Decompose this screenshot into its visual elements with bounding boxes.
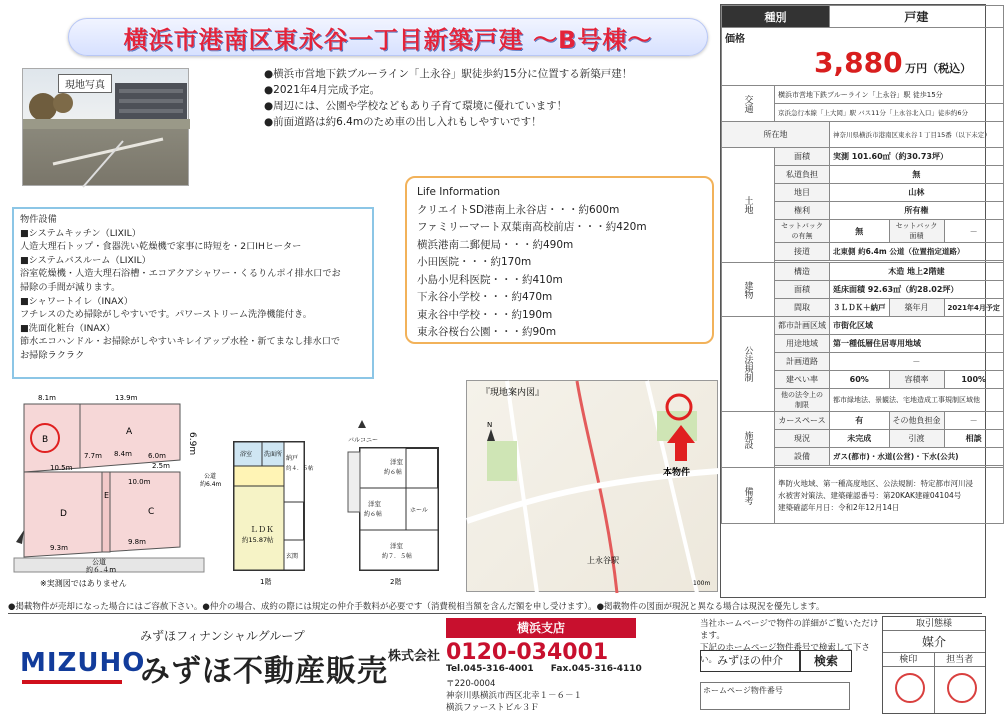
- floor-plan-drawing: [200, 420, 460, 590]
- floor2-label: 2階: [390, 578, 402, 586]
- plan-label: 都市計画区域: [775, 317, 830, 335]
- life-item: 小島小児科医院・・・約410m: [417, 273, 563, 286]
- remarks-label: 備考: [722, 468, 775, 524]
- other-fee-label: その他負担金: [889, 412, 944, 430]
- lot-label: E: [104, 491, 110, 500]
- traffic-line-1: 横浜市営地下鉄ブルーライン「上永谷」駅 徒歩15分: [775, 86, 1004, 104]
- room3-size: 約７．５帖: [382, 553, 413, 560]
- public-label: 公法規制: [722, 317, 775, 412]
- lot-dim: 9.8m: [128, 538, 146, 546]
- lot-note: ※実測図ではありません: [40, 579, 127, 588]
- status-label: 現況: [775, 430, 830, 448]
- tx-value: 媒介: [883, 631, 985, 653]
- handover-label: 引渡: [889, 430, 944, 448]
- bath-label: 浴室: [240, 451, 253, 458]
- facility-label: 施設: [722, 412, 775, 468]
- wash-label: 洗面所: [264, 451, 283, 458]
- transaction-box: [882, 616, 986, 714]
- other-fee-value: －: [944, 412, 1003, 430]
- setback-area-label: セットバック面積: [889, 220, 944, 243]
- notice-text: ●掲載物件が売却になった場合にはご容赦下さい。●仲介の場合、成約の際には規定の仲介手数料が必要です（消費税相当額を含んだ額を申し受けます）。●掲載物件の図面が現況と異なる場合は現況を優先します。: [8, 602, 825, 612]
- zoning-value: 第一種低層住居専用地域: [830, 335, 1004, 353]
- lot-label: D: [60, 509, 67, 519]
- coverage-label: 建ぺい率: [775, 371, 830, 389]
- branch-address: [446, 678, 582, 714]
- equipment-line: 浴室乾燥機・人造大理石浴槽・エコアクアシャワー・くるりんポイ排水口でお: [20, 268, 341, 280]
- location-value: 神奈川県横浜市港南区東永谷１丁目15番（以下未定）: [830, 122, 1004, 148]
- lot-road-width: 約６.４m: [86, 566, 117, 574]
- equipment-heading: 物件設備: [20, 214, 57, 225]
- life-item: 下永谷小学校・・・約470m: [417, 291, 553, 303]
- status-value: 未完成: [830, 430, 890, 448]
- price-unit: 万円（税込）: [905, 62, 972, 75]
- svg-text:N: N: [487, 421, 493, 429]
- equipment-line: 節水エコハンドル・お掃除がしやすいキレイアップ水栓・新てまなし排水口で: [20, 336, 341, 348]
- lot-dim: 10.5m: [50, 464, 73, 472]
- lot-dim: 10.0m: [128, 478, 151, 486]
- lot-label: B: [42, 435, 49, 445]
- tx-label: 取引態様: [883, 617, 985, 631]
- setback-area-value: －: [944, 220, 1003, 243]
- north-arrow-icon: [16, 530, 24, 544]
- map-station: 上永谷駅: [587, 556, 619, 565]
- company-name: みずほ不動産販売: [140, 654, 388, 689]
- lot-dim: 8.1m: [38, 394, 56, 402]
- equipment-line: ■システムバスルーム（LIXIL）: [20, 254, 151, 266]
- staff-label: 担当者: [946, 655, 974, 665]
- room1-size: 約６帖: [384, 469, 403, 476]
- room3-label: 洋室: [390, 542, 403, 550]
- life-item: クリエイトSD港南上永谷店・・・約600m: [417, 203, 620, 216]
- web-note-line: 下記のホームページ物件番号で検索して下さい。: [700, 643, 870, 665]
- spec-table: [720, 4, 1000, 598]
- address-line: 神奈川県横浜市西区北幸１－６－１: [446, 691, 583, 701]
- equipment-line: ■システムキッチン（LIXIL）: [20, 227, 141, 239]
- equipment-line: 掃除の手間が減ります。: [20, 281, 121, 293]
- floor1-label: 1階: [260, 578, 272, 586]
- built-label: 築年月: [889, 299, 944, 317]
- lot-dim: 6.0m: [148, 452, 166, 460]
- floor-plans: [200, 420, 460, 590]
- layout-value: ３ＬＤＫ＋納戸: [830, 299, 890, 317]
- kind-value: 戸建: [830, 6, 1004, 28]
- lot-dim: 13.9m: [115, 394, 138, 402]
- equipment-line: ■洗面化粧台（INAX）: [20, 322, 116, 334]
- equipment-label: 設備: [775, 448, 830, 466]
- layout-label: 間取: [775, 299, 830, 317]
- hall-label: ホール: [410, 507, 428, 514]
- footer-divider: [8, 613, 982, 614]
- lot-road-label: 公道: [92, 558, 106, 566]
- lot-label: A: [126, 427, 133, 437]
- room2-size: 約６帖: [364, 511, 383, 518]
- page-number-box: [700, 682, 850, 710]
- company-suffix: 株式会社: [388, 649, 441, 664]
- location-map: [466, 380, 718, 592]
- traffic-label: 交通: [722, 86, 775, 122]
- life-item: 東永谷桜台公園・・・約90m: [417, 326, 557, 338]
- lot-plan-drawing: [10, 392, 210, 592]
- building-line: 横浜ファーストビル３Ｆ: [446, 703, 539, 713]
- map-drawing: [467, 381, 719, 593]
- setback-label: セットバックの有無: [775, 220, 830, 243]
- far-value: 100%: [944, 371, 1003, 389]
- right-label: 権利: [775, 202, 830, 220]
- web-note-line: 当社ホームページで物件の詳細がご覧いただけます。: [700, 619, 879, 641]
- life-heading: Life Information: [417, 186, 501, 198]
- life-item: 横浜港南二郵便局・・・約490m: [417, 238, 574, 251]
- equipment-line: お掃除ラクラク: [20, 349, 85, 361]
- group-name: みずほフィナンシャルグループ: [140, 629, 305, 643]
- land-label: 土地: [722, 148, 775, 263]
- map-scale: 100m: [693, 580, 711, 587]
- right-value: 所有権: [830, 202, 1004, 220]
- equipment-box: [12, 207, 374, 379]
- highlight-item: ●横浜市営地下鉄ブルーライン「上永谷」駅徒歩約15分に位置する新築戸建！: [264, 68, 633, 80]
- remarks-line: 建築確認年月日：令和2年12月14日: [778, 502, 900, 512]
- map-heading: 『現地案内図』: [481, 388, 545, 398]
- approval-stamp: [895, 673, 925, 703]
- private-road-value: 無: [830, 166, 1004, 184]
- highlights: [264, 66, 714, 130]
- storage-label: 納戸: [286, 455, 299, 462]
- carport-value: 有: [830, 412, 890, 430]
- kind-label: 種別: [722, 6, 830, 28]
- room2-label: 洋室: [368, 500, 381, 508]
- building-label: 建物: [722, 263, 775, 317]
- brand-logo: MIZUHO: [20, 648, 146, 678]
- floor-road-width: 約6.4m: [200, 481, 222, 488]
- lot-plan: [10, 392, 210, 592]
- equipment-line: フチレスのため掃除がしやすいです。パワーストリーム洗浄機能付き。: [20, 309, 312, 321]
- highlight-item: ●2021年4月完成予定。: [264, 84, 381, 96]
- life-information-box: [405, 176, 714, 344]
- equipment-line: 人造大理石トップ・食器洗い乾燥機で家事に時短を・2口IHヒーター: [20, 241, 302, 253]
- remarks-line: 準防火地域、第一種高度地区、公法規制：特定都市河川浸: [778, 478, 973, 488]
- lot-dim: 9.3m: [50, 544, 68, 552]
- north-arrow-icon: [487, 429, 495, 441]
- page-number-label: ホームページ物件番号: [703, 686, 783, 695]
- ldk-label: ＬＤＫ: [250, 525, 274, 534]
- entry-label: 玄関: [286, 553, 299, 560]
- area-value: 実測 101.60㎡（約30.73坪）: [830, 148, 1004, 166]
- floor-area-label: 面積: [775, 281, 830, 299]
- balcony-label: バルコニー: [348, 437, 379, 444]
- zip-code: 〒220-0004: [446, 679, 496, 689]
- search-button[interactable]: 検索: [800, 650, 852, 672]
- handover-value: 相談: [944, 430, 1003, 448]
- price-value: 3,880: [814, 46, 903, 79]
- lot-label: C: [148, 507, 155, 517]
- equipment-line: ■シャワートイレ（INAX）: [20, 295, 133, 307]
- lot-dim: 7.7m: [84, 452, 102, 460]
- far-label: 容積率: [889, 371, 944, 389]
- structure-label: 構造: [775, 263, 830, 281]
- lot-dim: 8.4m: [114, 450, 132, 458]
- highlight-item: ●前面道路は約6.4mのため車の出し入れもしやすいです！: [264, 116, 542, 128]
- site-name-box[interactable]: みずほの仲介: [700, 650, 800, 672]
- zoning-label: 用途地域: [775, 335, 830, 353]
- north-arrow-icon: [358, 420, 366, 428]
- floor-road-label: 公道: [204, 473, 217, 480]
- price-label: 価格: [725, 34, 745, 45]
- page-title: 横浜市港南区東永谷一丁目新築戸建 ～B号棟～: [123, 25, 653, 54]
- location-label: 所在地: [722, 122, 830, 148]
- structure-value: 木造 地上2階建: [830, 263, 1004, 281]
- plan-value: 市街化区域: [830, 317, 1004, 335]
- life-item: 小田医院・・・約170m: [417, 256, 532, 268]
- other-label: 他の法令上の制限: [775, 389, 830, 412]
- life-item: 東永谷中学校・・・約190m: [417, 308, 553, 321]
- category-label: 地目: [775, 184, 830, 202]
- setback-value: 無: [830, 220, 890, 243]
- road-value: 北東側 約6.4m 公道（位置指定道路）: [830, 243, 1004, 261]
- plan-road-value: －: [830, 353, 1004, 371]
- equipment-value: ガス(都市)・水道(公営)・下水(公共): [830, 448, 1004, 466]
- storage-size: 約４．５帖: [286, 466, 314, 472]
- lot-dim: 2.5m: [152, 462, 170, 470]
- free-dial[interactable]: 0120-034001: [446, 640, 609, 665]
- area-label: 面積: [775, 148, 830, 166]
- private-road-label: 私道負担: [775, 166, 830, 184]
- fax-number: Fax.045-316-4110: [550, 664, 642, 674]
- map-target-label: 本物件: [663, 468, 691, 478]
- ldk-size: 約15.87帖: [242, 536, 274, 544]
- contact-row: [446, 664, 642, 674]
- lot-dim-right: 6.9m: [187, 432, 197, 456]
- photo-label: 現地写真: [58, 74, 112, 93]
- traffic-line-2: 京浜急行本線「上大岡」駅 バス11分「上永谷北入口」徒歩約6分: [775, 104, 1004, 122]
- room1-label: 洋室: [390, 458, 403, 466]
- carport-label: カースペース: [775, 412, 830, 430]
- built-value: 2021年4月予定: [944, 299, 1003, 317]
- category-value: 山林: [830, 184, 1004, 202]
- highlight-item: ●周辺には、公園や学校などもあり子育て環境に優れています！: [264, 100, 568, 112]
- other-value: 都市緑地法、景観法、宅地造成工事規制区域他: [830, 389, 1004, 412]
- remarks-line: 水被害対策法、建築確認番号：第20KAK建確04104号: [778, 490, 962, 500]
- plan-road-label: 計画道路: [775, 353, 830, 371]
- life-item: ファミリーマート双葉南高校前店・・・約420m: [417, 221, 647, 233]
- title-banner: [68, 18, 708, 56]
- staff-stamp: [947, 673, 977, 703]
- road-label: 接道: [775, 243, 830, 261]
- brand-accent: [22, 680, 122, 684]
- check-label: 検印: [883, 653, 935, 666]
- tel-number[interactable]: Tel.045-316-4001: [446, 664, 534, 674]
- coverage-value: 60%: [830, 371, 890, 389]
- floor-area-value: 延床面積 92.63㎡（約28.02坪）: [830, 281, 1004, 299]
- branch-name: 横浜支店: [446, 618, 636, 638]
